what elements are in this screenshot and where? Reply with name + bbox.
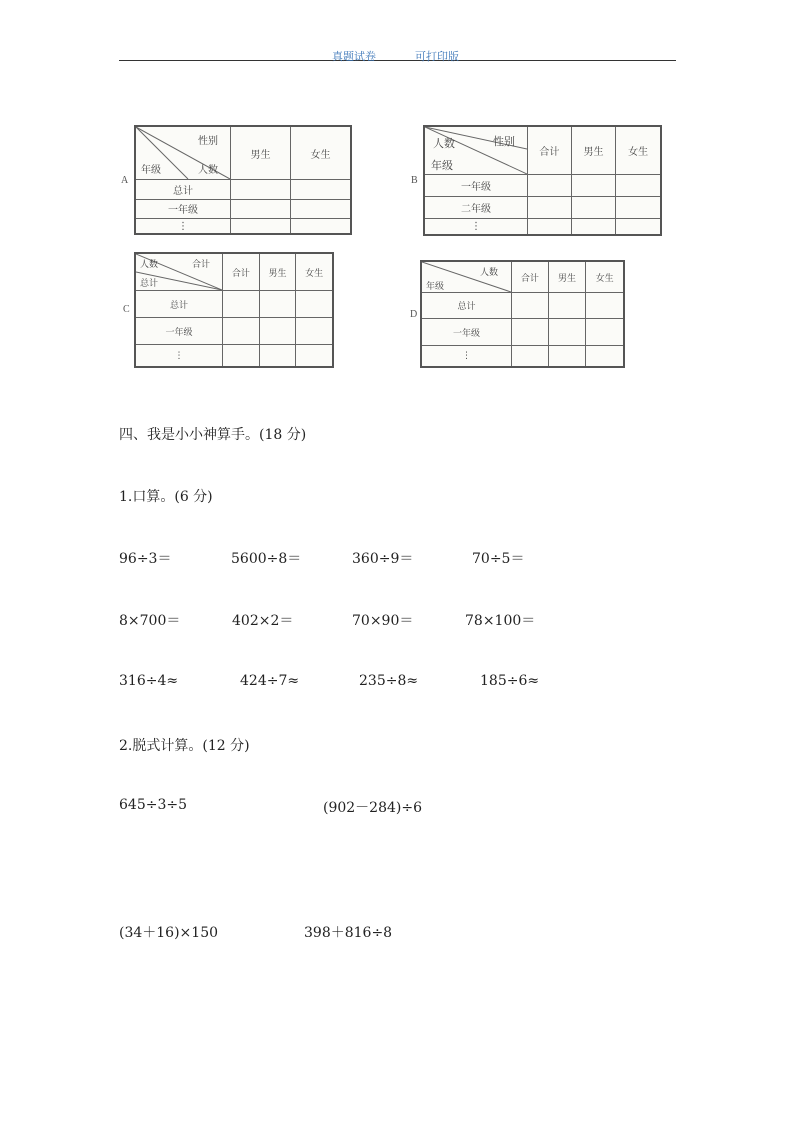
column-header: 男生 [259, 253, 296, 291]
row-header: 一年级 [421, 319, 512, 345]
question-title: 1.口算。(6 分) [119, 489, 213, 505]
option-d-corner-cell [421, 261, 512, 293]
problem-item: 360÷9＝ [352, 551, 414, 567]
row-header: ⋮ [421, 345, 512, 367]
section-title: 四、我是小小神算手。(18 分) [119, 427, 307, 443]
problem-item: 424÷7≈ [240, 673, 300, 689]
problem-item: 398＋816÷8 [304, 925, 393, 941]
corner-label: 人数 [140, 260, 159, 270]
row-header: ⋮ [135, 345, 223, 367]
option-b-letter: B [411, 175, 418, 186]
option-c-corner-cell [135, 253, 223, 291]
corner-label: 合计 [192, 260, 211, 270]
corner-label: 总计 [140, 279, 159, 289]
corner-label: 人数 [433, 137, 455, 150]
problem-item: 70÷5＝ [472, 551, 525, 567]
problem-item: 235÷8≈ [359, 673, 419, 689]
row-header: 一年级 [135, 199, 231, 219]
problem-item: (902－284)÷6 [323, 800, 423, 816]
problem-item: 185÷6≈ [480, 673, 540, 689]
column-header: 女生 [291, 126, 352, 180]
corner-label: 性别 [198, 136, 218, 147]
header-left-text: 真题试卷 [332, 50, 376, 63]
problem-item: 70×90＝ [352, 613, 414, 629]
corner-label: 年级 [426, 282, 445, 292]
option-c-letter: C [123, 304, 130, 315]
option-b-corner-cell [424, 126, 528, 175]
option-a-table [134, 125, 352, 235]
problem-item: 96÷3＝ [119, 551, 172, 567]
column-header: 合计 [512, 261, 549, 293]
column-header: 男生 [571, 126, 616, 175]
problem-item: 5600÷8＝ [231, 551, 302, 567]
problem-item: 8×700＝ [119, 613, 181, 629]
row-header: ⋮ [424, 218, 528, 235]
header-right-text: 可打印版 [415, 50, 459, 63]
row-header: 总计 [421, 293, 512, 319]
problem-item: 402×2＝ [232, 613, 294, 629]
column-header: 女生 [616, 126, 661, 175]
corner-label: 性别 [493, 135, 515, 148]
row-header: 总计 [135, 180, 231, 200]
problem-item: 78×100＝ [465, 613, 536, 629]
corner-label: 人数 [480, 268, 499, 278]
row-header: 一年级 [424, 175, 528, 197]
problem-item: 316÷4≈ [119, 673, 179, 689]
option-c-table [134, 252, 334, 368]
column-header: 合计 [528, 126, 572, 175]
option-d-table [420, 260, 625, 368]
problem-item: 645÷3÷5 [119, 797, 187, 813]
problem-item: (34＋16)×150 [119, 925, 219, 941]
row-header: 二年级 [424, 196, 528, 218]
option-b-table [423, 125, 662, 236]
row-header: 一年级 [135, 318, 223, 345]
row-header: 总计 [135, 291, 223, 318]
option-a-corner-cell [135, 126, 231, 180]
corner-label: 年级 [431, 159, 453, 172]
corner-label: 人数 [198, 165, 218, 176]
column-header: 女生 [296, 253, 333, 291]
column-header: 女生 [586, 261, 624, 293]
column-header: 男生 [548, 261, 586, 293]
option-d-letter: D [410, 309, 418, 320]
column-header: 合计 [223, 253, 260, 291]
column-header: 男生 [231, 126, 291, 180]
option-a-letter: A [121, 175, 129, 186]
question-title: 2.脱式计算。(12 分) [119, 738, 250, 754]
corner-label: 年级 [141, 165, 161, 176]
page-header [119, 42, 676, 61]
row-header: ⋮ [135, 219, 231, 234]
